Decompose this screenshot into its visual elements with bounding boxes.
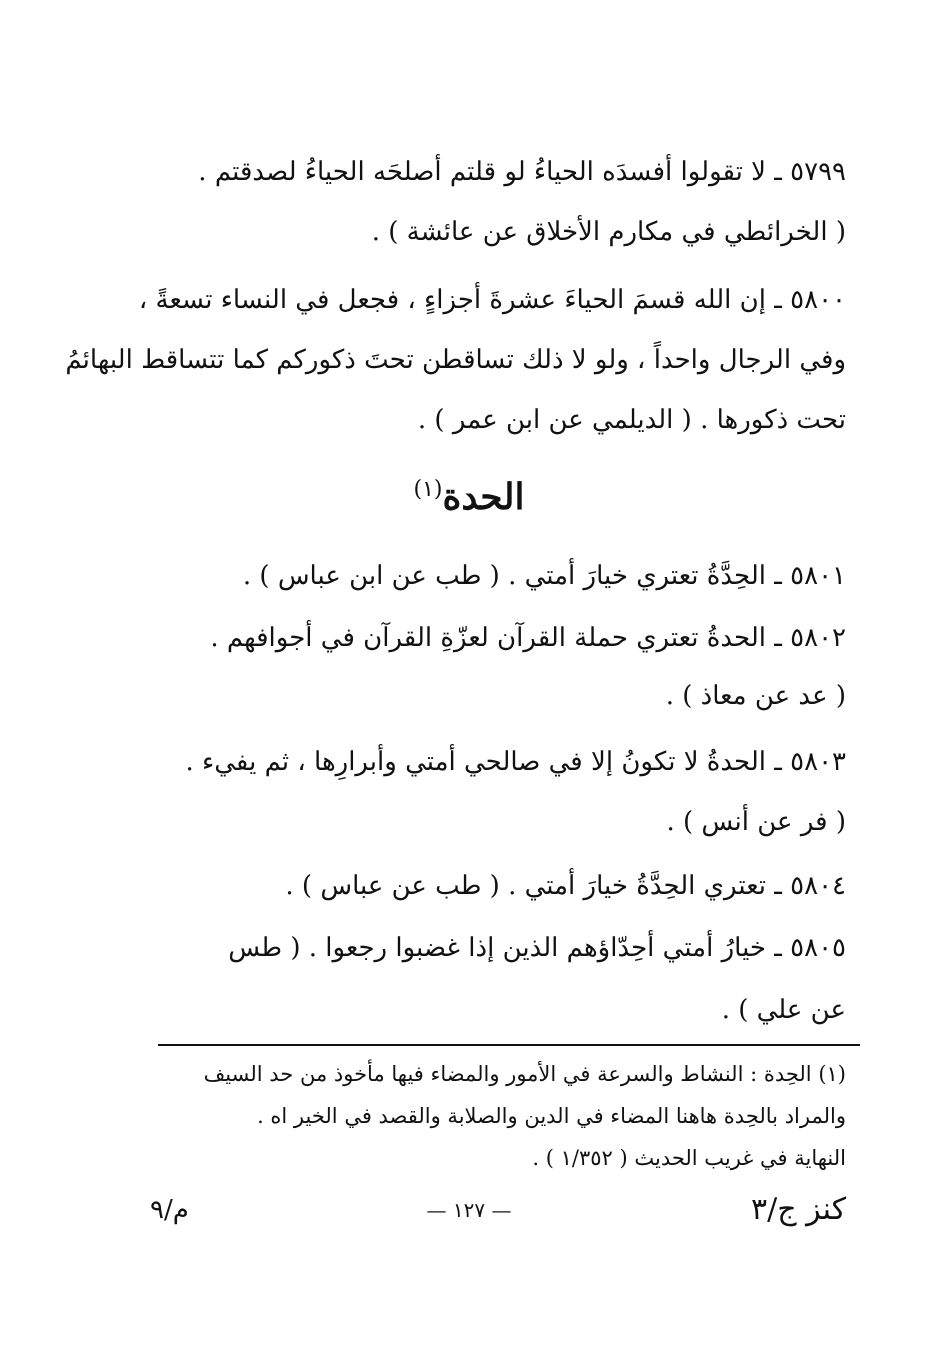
footnote-line-1: (١) الحِدة : النشاط والسرعة في الأمور والمضاء فيها مأخوذ من حد السيف [203,1062,846,1086]
sheet-marker: م/٩ [150,1195,189,1225]
footnote-divider [158,1044,860,1046]
page-number: — ١٢٧ — [426,1198,512,1222]
signature-mark: كنز ج/٣ [750,1192,846,1227]
hadith-5800-line-2: وفي الرجال واحداً ، ولو لا ذلك تساقطن تحتَ ذكوركم كما تتساقط البهائمُ [65,345,846,375]
hadith-5799-line-1: ٥٧٩٩ ـ لا تقولوا أفسدَه الحياءُ لو قلتم أصلحَه الحياءُ لصدقتم . [198,157,846,187]
section-title: الحدة [442,476,525,518]
hadith-5802-line-2: ( عد عن معاذ ) . [665,681,846,711]
hadith-5805-line-2: عن علي ) . [721,995,846,1025]
hadith-5802-line-1: ٥٨٠٢ ـ الحدةُ تعتري حملة القرآن لعزّةِ القرآن في أجوافهم . [210,623,846,653]
footnote-ref: (١) [413,477,443,502]
footnote-line-3: النهاية في غريب الحديث ( ١/٣٥٢ ) . [532,1146,846,1170]
hadith-5804-line-1: ٥٨٠٤ ـ تعتري الحِدَّةُ خيارَ أمتي . ( طب عن عباس ) . [285,871,846,901]
hadith-5800-line-3: تحت ذكورها . ( الديلمي عن ابن عمر ) . [417,405,846,435]
hadith-5803-line-2: ( فر عن أنس ) . [666,807,846,837]
hadith-5799-line-2: ( الخرائطي في مكارم الأخلاق عن عائشة ) . [371,217,846,247]
footnote-line-2: والمراد بالحِدة هاهنا المضاء في الدين والصلابة والقصد في الخير اه . [257,1104,846,1128]
hadith-5801-line-1: ٥٨٠١ ـ الحِدَّةُ تعتري خيارَ أمتي . ( طب عن ابن عباس ) . [242,561,846,591]
hadith-5805-line-1: ٥٨٠٥ ـ خيارُ أمتي أحِدّاؤهم الذين إذا غضبوا رجعوا . ( طس [228,933,846,963]
section-heading [0,462,938,525]
hadith-5803-line-1: ٥٨٠٣ ـ الحدةُ لا تكونُ إلا في صالحي أمتي وأبرارِها ، ثم يفيء . [185,747,846,777]
hadith-5800-line-1: ٥٨٠٠ ـ إن الله قسمَ الحياءَ عشرةَ أجزاءٍ ، فجعل في النساء تسعةً ، [138,285,846,315]
